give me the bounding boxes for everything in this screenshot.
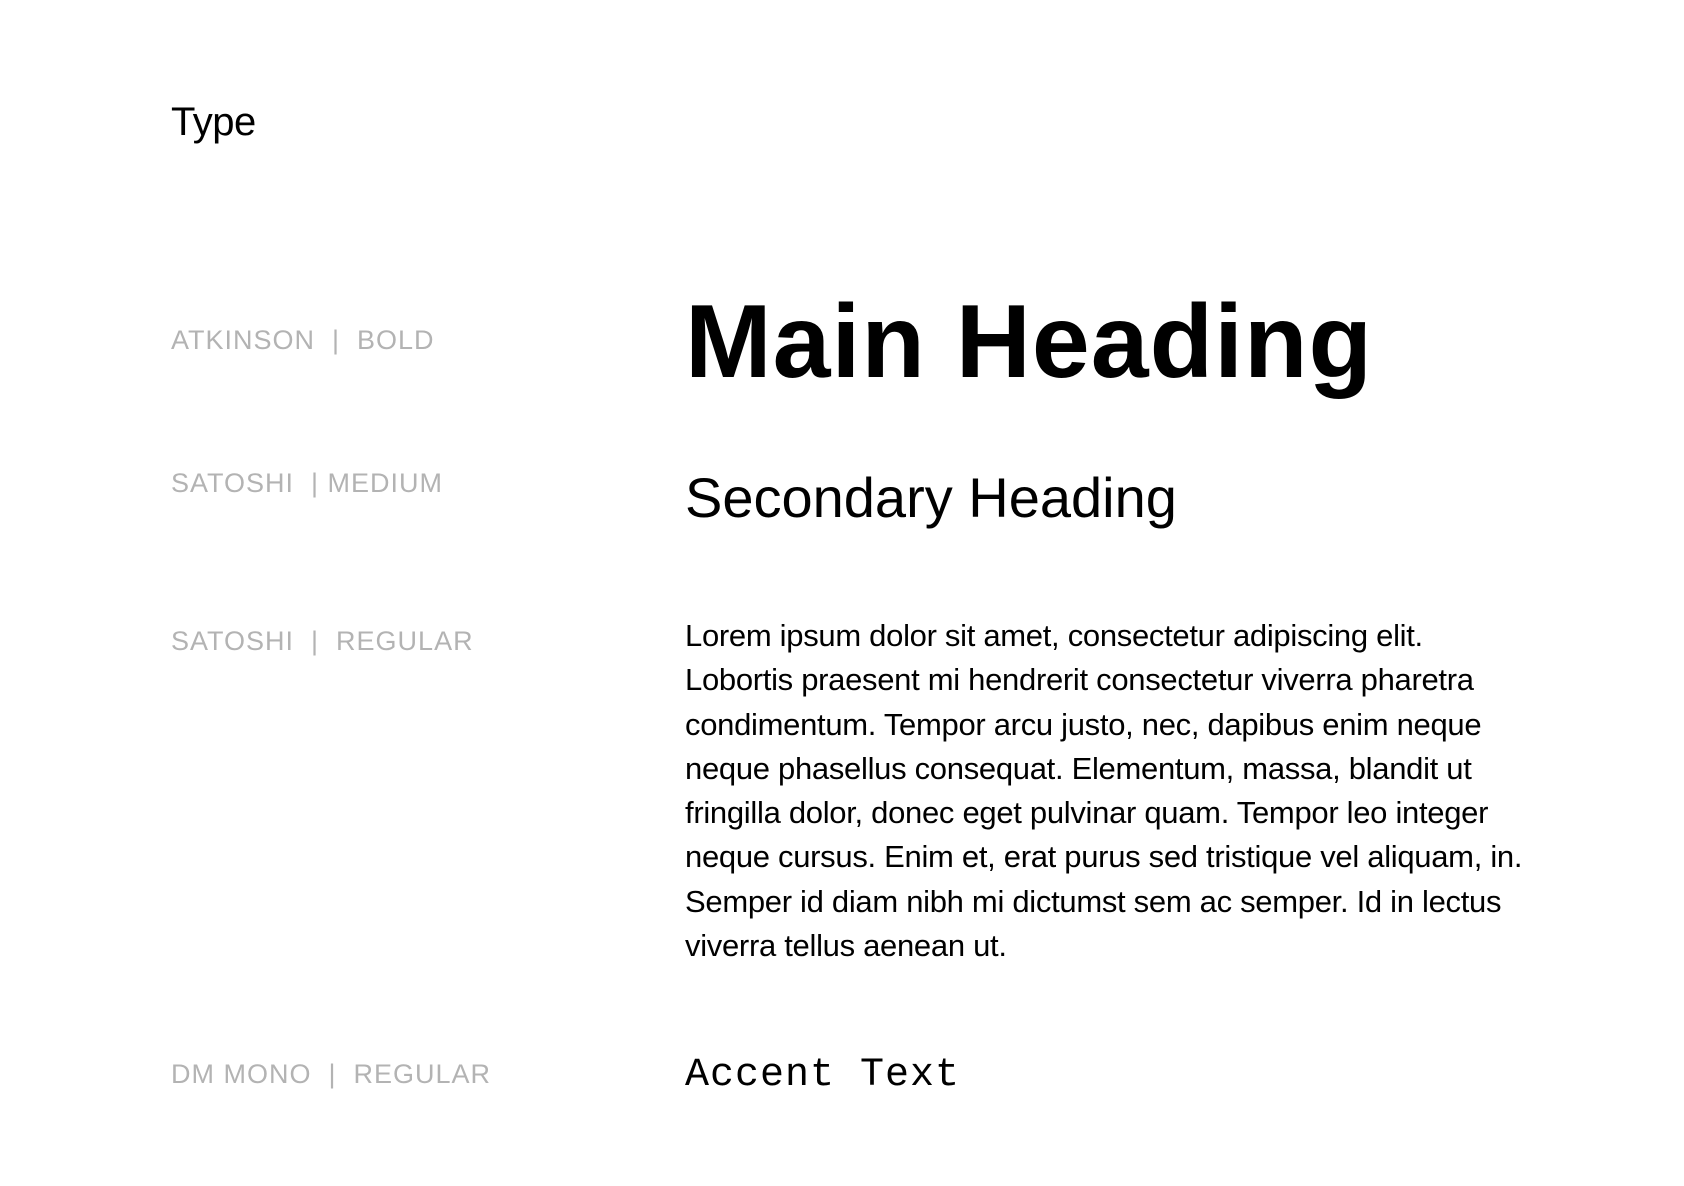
font-label-satoshi-regular: SATOSHI | REGULAR: [171, 626, 474, 656]
font-label-dm-mono-regular: DM MONO | REGULAR: [171, 1059, 492, 1089]
font-label-satoshi-medium: SATOSHI | MEDIUM: [171, 468, 444, 498]
body-text-sample: Lorem ipsum dolor sit amet, consectetur adipiscing elit. Lobortis praesent mi hendrerit consectetur viverra pharetra condimentum. Tempor arcu justo, nec, dapibus enim neque neque phasellus consequat. Elementum, massa, blandit ut fringilla dolor, donec eget pulvinar quam. Tempor leo integer neque cursus. Enim et, erat purus sed tristique vel aliquam, in. Semper id diam nibh mi dictumst sem ac semper. Id in lectus viverra tellus aenean ut.: [685, 618, 1523, 964]
accent-text-sample: Accent Text: [685, 1053, 961, 1098]
secondary-heading-sample: Secondary Heading: [685, 466, 1177, 529]
font-label-atkinson-bold: ATKINSON | BOLD: [171, 325, 435, 355]
page-title: Type: [171, 100, 256, 144]
main-heading-sample: Main Heading: [685, 284, 1374, 400]
